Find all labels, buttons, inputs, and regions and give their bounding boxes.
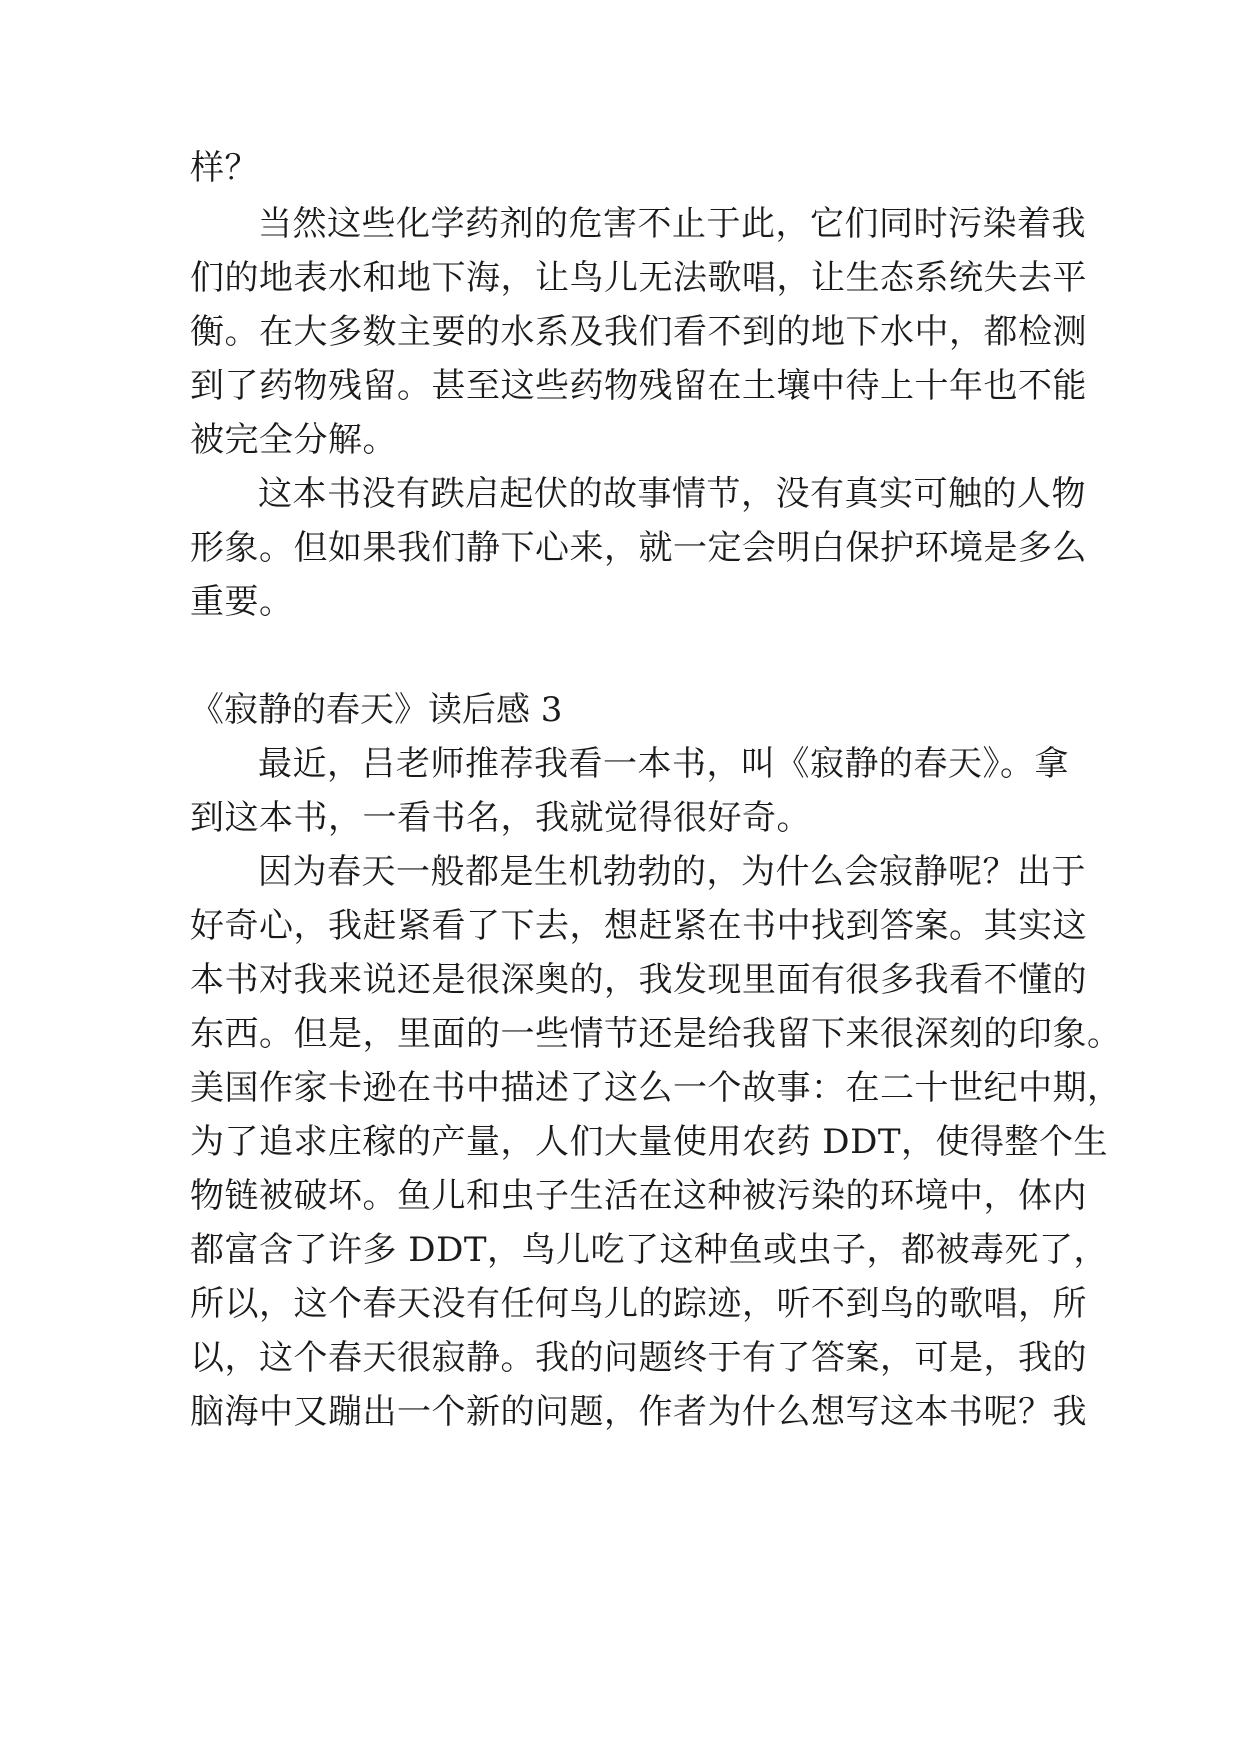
- paragraph-line: 本书对我来说还是很深奥的，我发现里面有很多我看不懂的: [190, 960, 1087, 1000]
- paragraph-line: 东西。但是，里面的一些情节还是给我留下来很深刻的印象。: [190, 1014, 1122, 1054]
- paragraph-line: 重要。: [190, 582, 294, 622]
- paragraph-line: 当然这些化学药剂的危害不止于此，它们同时污染着我: [258, 204, 1086, 244]
- paragraph-line: 们的地表水和地下海，让鸟儿无法歌唱，让生态系统失去平: [190, 258, 1087, 298]
- paragraph-line: 因为春天一般都是生机勃勃的，为什么会寂静呢？出于: [258, 852, 1086, 892]
- paragraph-line: 到这本书，一看书名，我就觉得很好奇。: [190, 798, 811, 838]
- paragraph-line: 好奇心，我赶紧看了下去，想赶紧在书中找到答案。其实这: [190, 906, 1087, 946]
- paragraph-line: 这本书没有跌启起伏的故事情节，没有真实可触的人物: [258, 474, 1086, 514]
- paragraph-line: 被完全分解。: [190, 420, 397, 460]
- paragraph-line: 为了追求庄稼的产量，人们大量使用农药 DDT，使得整个生: [190, 1122, 1109, 1162]
- paragraph-line: 形象。但如果我们静下心来，就一定会明白保护环境是多么: [190, 528, 1087, 568]
- section-title: 《寂静的春天》读后感 3: [190, 690, 563, 730]
- paragraph-line: 都富含了许多 DDT，鸟儿吃了这种鱼或虫子，都被毒死了，: [190, 1230, 1109, 1270]
- paragraph-line: 脑海中又蹦出一个新的问题，作者为什么想写这本书呢？我: [190, 1392, 1087, 1432]
- paragraph-line: 所以，这个春天没有任何鸟儿的踪迹，听不到鸟的歌唱，所: [190, 1284, 1087, 1324]
- paragraph-line: 样？: [190, 148, 259, 188]
- paragraph-line: 物链被破坏。鱼儿和虫子生活在这种被污染的环境中，体内: [190, 1176, 1087, 1216]
- paragraph-line: 最近，吕老师推荐我看一本书，叫《寂静的春天》。拿: [258, 744, 1069, 784]
- paragraph-line: 衡。在大多数主要的水系及我们看不到的地下水中，都检测: [190, 312, 1087, 352]
- paragraph-line: 以，这个春天很寂静。我的问题终于有了答案，可是，我的: [190, 1338, 1087, 1378]
- paragraph-line: 美国作家卡逊在书中描述了这么一个故事：在二十世纪中期，: [190, 1068, 1122, 1108]
- paragraph-line: 到了药物残留。甚至这些药物残留在土壤中待上十年也不能: [190, 366, 1087, 406]
